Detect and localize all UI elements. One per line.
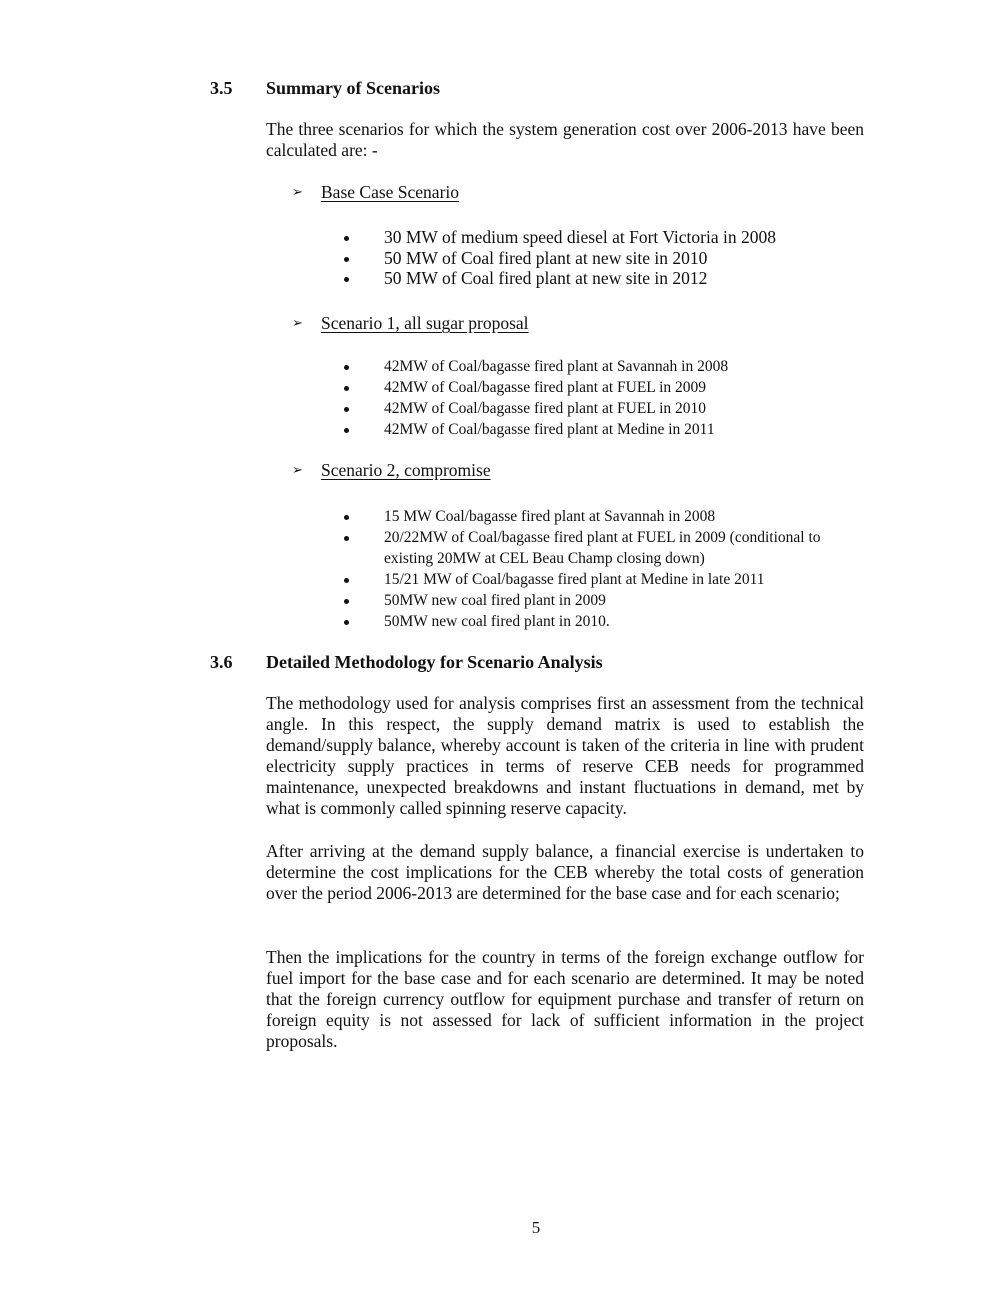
list-item: 42MW of Coal/bagasse fired plant at FUEL in 2009 [342, 377, 862, 398]
section-3-6-number: 3.6 [210, 652, 233, 672]
arrow-bullet-icon: ➢ [292, 315, 303, 330]
list-item: 50 MW of Coal fired plant at new site in 2010 [342, 248, 862, 269]
section-3-5-intro: The three scenarios for which the system generation cost over 2006-2013 have been calculated are: - [266, 119, 864, 160]
section-3-6-title: Detailed Methodology for Scenario Analysis [266, 652, 603, 672]
arrow-bullet-icon: ➢ [292, 184, 303, 199]
arrow-bullet-icon: ➢ [292, 462, 303, 477]
list-item: 50 MW of Coal fired plant at new site in 2012 [342, 268, 862, 289]
scenario-1-heading [292, 312, 692, 334]
methodology-paragraph-2: After arriving at the demand supply balance, a financial exercise is undertaken to determine the cost implications for the CEB whereby the total costs of generation over the period 2006-2013 are determined for the base case and for each scenario; [266, 841, 864, 903]
scenario-base-case-label: Base Case Scenario [321, 182, 460, 202]
scenario-2-list [342, 506, 864, 632]
scenario-1-label: Scenario 1, all sugar proposal [321, 313, 529, 333]
scenario-1-list [342, 356, 862, 440]
scenario-base-case-heading [292, 181, 692, 203]
methodology-paragraph-3: Then the implications for the country in terms of the foreign exchange outflow for fuel import for the base case and for each scenario are determined. It may be noted that the foreign currency outflow for equipment purchase and transfer of return on foreign equity is not assessed for lack of sufficient information in the project proposals. [266, 947, 864, 1051]
list-item: 50MW new coal fired plant in 2009 [342, 590, 864, 611]
section-3-5-heading [210, 77, 710, 99]
scenario-base-case-list [342, 227, 862, 289]
page-number: 5 [531, 1218, 541, 1237]
scenario-2-heading [292, 459, 692, 481]
scenario-2-label: Scenario 2, compromise [321, 460, 491, 480]
list-item: 30 MW of medium speed diesel at Fort Victoria in 2008 [342, 227, 862, 248]
list-item: 15 MW Coal/bagasse fired plant at Savannah in 2008 [342, 506, 864, 527]
list-item: 20/22MW of Coal/bagasse fired plant at FUEL in 2009 (conditional to existing 20MW at CEL Beau Champ closing down) [342, 527, 864, 569]
section-3-5-number: 3.5 [210, 78, 233, 98]
list-item: 42MW of Coal/bagasse fired plant at FUEL in 2010 [342, 398, 862, 419]
methodology-paragraph-1: The methodology used for analysis comprises first an assessment from the technical angle. In this respect, the supply demand matrix is used to establish the demand/supply balance, whereby account is taken of the criteria in line with prudent electricity supply practices in terms of reserve CEB needs for programmed maintenance, unexpected breakdowns and instant fluctuations in demand, met by what is commonly called spinning reserve capacity. [266, 693, 864, 818]
list-item: 42MW of Coal/bagasse fired plant at Medine in 2011 [342, 419, 862, 440]
list-item: 15/21 MW of Coal/bagasse fired plant at Medine in late 2011 [342, 569, 864, 590]
section-3-5-title: Summary of Scenarios [266, 78, 440, 98]
section-3-6-heading [210, 651, 810, 673]
list-item: 42MW of Coal/bagasse fired plant at Savannah in 2008 [342, 356, 862, 377]
list-item: 50MW new coal fired plant in 2010. [342, 611, 864, 632]
